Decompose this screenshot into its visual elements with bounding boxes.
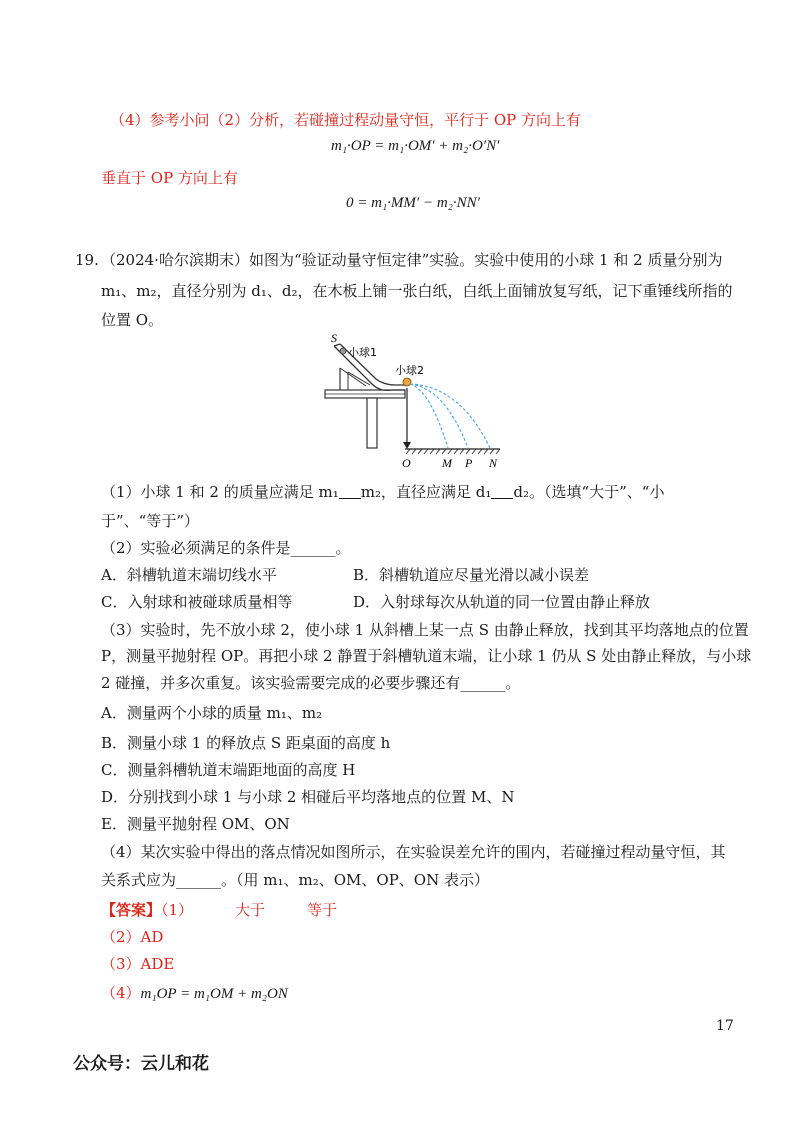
label-O: O	[402, 456, 411, 470]
sub1-part-c: d₂。（选填“大于”、“小	[513, 483, 665, 501]
label-S: S	[331, 332, 337, 345]
sub3-option-b: B．测量小球 1 的释放点 S 距桌面的高度 h	[101, 734, 391, 752]
label-M: M	[442, 456, 452, 470]
sub3-line1: （3）实验时，先不放小球 2，使小球 1 从斜槽上某一点 S 由静止释放，找到其平均落地点的位置	[101, 621, 749, 639]
label-ball2: 小球2	[395, 364, 424, 377]
label-N: N	[489, 456, 498, 470]
sub3-option-d: D．分别找到小球 1 与小球 2 相碰后平均落地点的位置 M、N	[101, 788, 515, 806]
footer-text: 公众号：云儿和花	[73, 1054, 209, 1074]
answer1-value2: 等于	[307, 901, 338, 919]
label-ball1: 小球1	[348, 346, 377, 359]
answer2: （2）AD	[101, 928, 164, 946]
ball1	[340, 348, 346, 354]
prev-part4-line1: （4）参考小问（2）分析，若碰撞过程动量守恒，平行于 OP 方向上有	[110, 111, 582, 129]
sub2-option-b: B．斜槽轨道应尽量光滑以减小误差	[353, 566, 590, 584]
ball2	[403, 378, 411, 386]
prev-equation-perpendicular: 0 = m₁·MM′ − m₂·NN′	[346, 195, 480, 211]
question-stem-line3: 位置 O。	[101, 311, 164, 329]
prev-part4-line2: 垂直于 OP 方向上有	[101, 169, 238, 187]
sub3-line2: P，测量平抛射程 OP。再把小球 2 静置于斜槽轨道末端，让小球 1 仍从 S 处由静止释放，与小球	[101, 647, 752, 665]
prev-equation-parallel: m₁·OP = m₁·OM′ + m₂·O′N′	[331, 138, 500, 154]
sub4-line1: （4）某次实验中得出的落点情况如图所示，在实验误差允许的围内，若碰撞过程动量守恒，其	[101, 843, 726, 861]
sub4-line2: 关系式应为______。（用 m₁、m₂、OM、OP、ON 表示）	[101, 871, 489, 889]
question-stem-line2: m₁、m₂，直径分别为 d₁、d₂，在木板上铺一张白纸，白纸上面铺放复写纸，记下重锤线所指的	[101, 282, 733, 300]
sub3-option-a: A．测量两个小球的质量 m₁、m₂	[101, 704, 323, 722]
question-stem-line1: （2024·哈尔滨期末）如图为“验证动量守恒定律”实验。实验中使用的小球 1 和 2 质量分别为	[101, 251, 723, 269]
page-number: 17	[716, 1018, 734, 1034]
answer4-equation: m₁OP = m₁OM + m₂ON	[140, 986, 288, 1002]
sub1-line1	[101, 482, 664, 502]
answer1-value1: 大于	[235, 901, 266, 919]
answer4	[101, 983, 288, 1004]
sub3-line3: 2 碰撞，并多次重复。该实验需要完成的必要步骤还有______。	[101, 674, 521, 692]
sub2-question: （2）实验必须满足的条件是______。	[101, 539, 351, 557]
label-P: P	[465, 456, 473, 470]
answer4-number: （4）	[101, 984, 141, 1002]
sub3-option-e: E．测量平抛射程 OM、ON	[101, 815, 290, 833]
experiment-figure	[320, 332, 510, 472]
sub3-option-c: C．测量斜槽轨道末端距地面的高度 H	[101, 761, 356, 779]
sub2-option-d: D．入射球每次从轨道的同一位置由静止释放	[353, 593, 651, 611]
sub2-option-a: A．斜槽轨道末端切线水平	[101, 566, 277, 584]
answer1-number: （1）	[161, 901, 194, 919]
answer-line1	[101, 900, 337, 920]
blank-diameter	[491, 484, 513, 499]
sub2-option-c: C．入射球和被碰球质量相等	[101, 593, 293, 611]
blank-mass	[339, 484, 361, 499]
answer-tag: 【答案】	[101, 901, 162, 919]
sub1-part-a: （1）小球 1 和 2 的质量应满足 m₁	[101, 483, 339, 501]
question-number: 19.	[75, 251, 99, 269]
sub1-line2: 于”、“等于”）	[101, 512, 200, 530]
answer3: （3）ADE	[101, 955, 175, 973]
sub1-part-b: m₂，直径应满足 d₁	[360, 483, 492, 501]
